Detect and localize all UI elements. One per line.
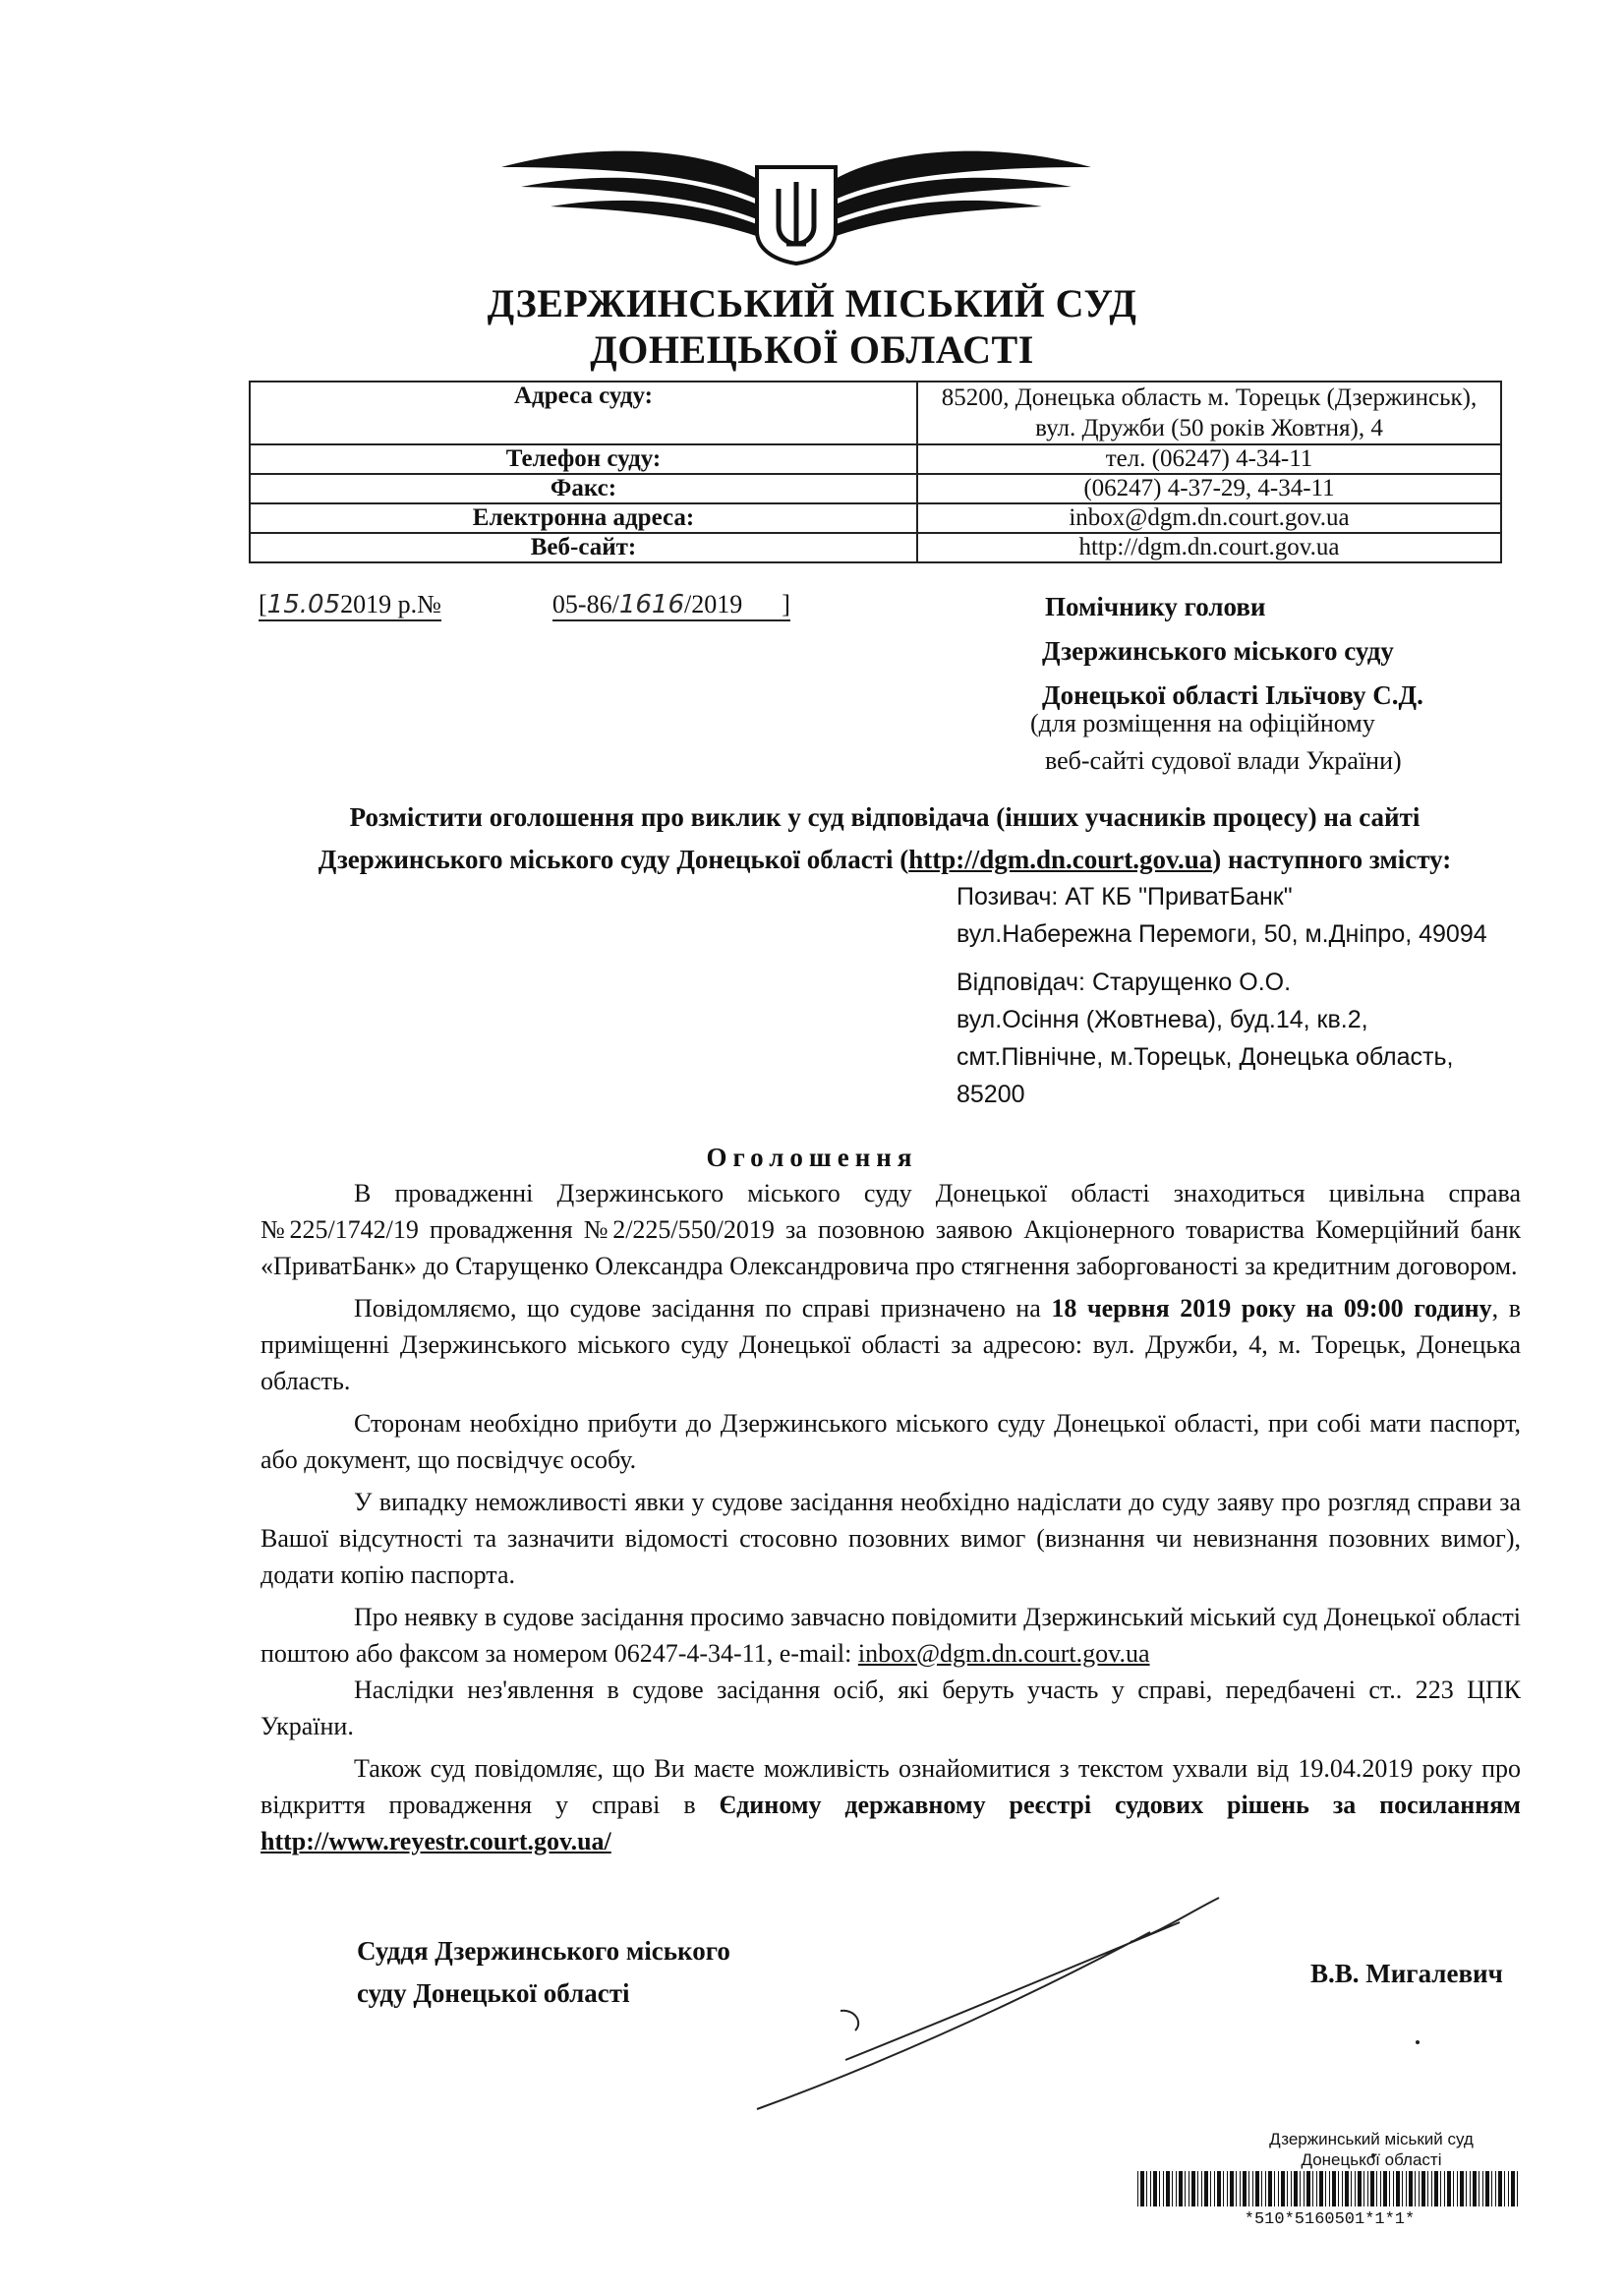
handwritten-signature bbox=[747, 1893, 1298, 2119]
posting-instruction bbox=[261, 796, 1509, 881]
addressee-line: Донецької області Ільїчову С.Д. bbox=[1042, 680, 1423, 710]
registration-barcode bbox=[1135, 2171, 1524, 2206]
handwritten-number: 1616 bbox=[618, 590, 684, 619]
defendant-line: смт.Північне, м.Торецьк, Донецька область, bbox=[957, 1043, 1454, 1071]
registration-stamp bbox=[1248, 2129, 1494, 2170]
contact-label: Адреса суду: bbox=[250, 382, 917, 444]
defendant-line: 85200 bbox=[957, 1081, 1025, 1108]
court-emblem bbox=[492, 128, 1101, 265]
court-website-link[interactable]: http://dgm.dn.court.gov.ua bbox=[908, 845, 1213, 874]
court-email-link[interactable]: inbox@dgm.dn.court.gov.ua bbox=[857, 1639, 1150, 1668]
contact-value: 85200, Донецька область м. Торецьк (Дзержинськ), вул. Дружби (50 років Жовтня), 4 bbox=[917, 382, 1501, 444]
contact-row-phone bbox=[250, 444, 1501, 474]
contact-label: Веб-сайт: bbox=[250, 533, 917, 562]
court-name-line1: ДЗЕРЖИНСЬКИЙ МІСЬКИЙ СУД bbox=[487, 281, 1137, 325]
paragraph-text: , в приміщенні Дзержинського міського суду Донецької області за адресою: вул. Дружби, 4, м. Торецьк, Донецька область. bbox=[261, 1294, 1521, 1395]
contact-value: (06247) 4-37-29, 4-34-11 bbox=[917, 474, 1501, 503]
position-line: Суддя Дзержинського міського bbox=[357, 1936, 730, 1966]
reference-date-suffix: 2019 р.№ bbox=[340, 590, 441, 618]
contact-row-address bbox=[250, 382, 1501, 444]
announcement-body bbox=[261, 1175, 1521, 1865]
announcement-paragraph bbox=[261, 1750, 1521, 1859]
registry-reference: Єдиному державному реєстрі судових рішень за посиланням bbox=[719, 1791, 1522, 1819]
announcement-paragraph: Сторонам необхідно прибути до Дзержинського міського суду Донецької області, при собі мати паспорт, або документ, що посвідчує особу. bbox=[261, 1409, 1521, 1474]
addressee-note-line: (для розміщення на офіційному bbox=[1030, 709, 1375, 737]
announcement-paragraph bbox=[261, 1599, 1521, 1672]
outgoing-reference: [15.052019 р.№ 05-86/1616/2019 ] bbox=[259, 590, 790, 619]
paragraph-text: Також суд повідомляє, що Ви маєте можливість ознайомитися з текстом ухвали від 19.04.2019 року про відкриття провадження у справі в bbox=[261, 1754, 1521, 1819]
addressee-note bbox=[1030, 705, 1402, 780]
signatory-position bbox=[357, 1930, 730, 2015]
announcement-paragraph: Наслідки нез'явлення в судове засідання осіб, які беруть участь у справі, передбачені ст.. 223 ЦПК України. bbox=[261, 1676, 1521, 1740]
reference-number-suffix: /2019 bbox=[683, 590, 743, 618]
addressee-note-line: веб-сайті судової влади України) bbox=[1045, 746, 1402, 775]
contact-row-website bbox=[250, 533, 1501, 562]
addressee-line: Помічнику голови bbox=[1045, 592, 1266, 621]
contact-label: Факс: bbox=[250, 474, 917, 503]
defendant-block bbox=[957, 964, 1453, 1113]
stamp-line: Донецької області bbox=[1301, 2150, 1442, 2169]
contact-label: Електронна адреса: bbox=[250, 503, 917, 533]
instruction-text: ) наступного змісту: bbox=[1212, 845, 1452, 874]
signatory-name: В.В. Мигалевич bbox=[1310, 1959, 1503, 1988]
defendant-line: вул.Осіння (Жовтнева), буд.14, кв.2, bbox=[957, 1006, 1368, 1033]
contact-row-fax bbox=[250, 474, 1501, 503]
instruction-line bbox=[261, 839, 1509, 881]
paragraph-text: Повідомляємо, що судове засідання по справі призначено на bbox=[354, 1294, 1052, 1323]
defendant-line: Відповідач: Старущенко О.О. bbox=[957, 969, 1292, 996]
court-contacts-table bbox=[249, 381, 1502, 563]
instruction-text: Дзержинського міського суду Донецької області ( bbox=[318, 845, 909, 874]
contact-row-email bbox=[250, 503, 1501, 533]
contact-value: тел. (06247) 4-34-11 bbox=[917, 444, 1501, 474]
addressee-line: Дзержинського міського суду bbox=[1042, 636, 1394, 666]
position-line: суду Донецької області bbox=[357, 1978, 630, 2008]
paragraph-text: Про неявку в судове засідання просимо завчасно повідомити Дзержинський міський суд Донецької області поштою або факсом за номером 06247-4-34-11, e-mail: bbox=[261, 1603, 1521, 1668]
plaintiff-line: Позивач: АТ КБ "ПриватБанк" bbox=[957, 883, 1293, 911]
contact-value: inbox@dgm.dn.court.gov.ua bbox=[917, 503, 1501, 533]
instruction-line: Розмістити оголошення про виклик у суд відповідача (інших учасників процесу) на сайті bbox=[349, 802, 1421, 832]
registry-link[interactable]: http://www.reyestr.court.gov.ua/ bbox=[261, 1827, 611, 1855]
court-name-line2: ДОНЕЦЬКОЇ ОБЛАСТІ bbox=[590, 327, 1034, 372]
handwritten-date: 15.05 bbox=[266, 590, 341, 619]
plaintiff-line: вул.Набережна Перемоги, 50, м.Дніпро, 49094 bbox=[957, 920, 1487, 948]
hearing-date: 18 червня 2019 року на 09:00 годину bbox=[1051, 1294, 1492, 1323]
announcement-title: Оголошення bbox=[706, 1143, 918, 1172]
announcement-paragraph: В провадженні Дзержинського міського суду Донецької області знаходиться цивільна справа №225/1742/19 провадження №2/225/550/2019 за позовною заявою Акціонерного товариства Комерційний банк «ПриватБанк» до Старущенко Олександра Олександровича про стягнення заборгованості за кредитним договором. bbox=[261, 1179, 1521, 1280]
contact-value: http://dgm.dn.court.gov.ua bbox=[917, 533, 1501, 562]
announcement-paragraph: У випадку неможливості явки у судове засідання необхідно надіслати до суду заяву про розгляд справи за Вашої відсутності та зазначити відомості стосовно позовних вимог (визнання чи невизнання позовних вимог), додати копію паспорта. bbox=[261, 1488, 1521, 1589]
addressee bbox=[1042, 585, 1423, 718]
announcement-paragraph bbox=[261, 1290, 1521, 1399]
contact-label: Телефон суду: bbox=[250, 444, 917, 474]
stamp-line: Дзержинський міський суд bbox=[1269, 2130, 1474, 2148]
ink-dot bbox=[1416, 2040, 1420, 2044]
reference-number-prefix: 05-86/ bbox=[551, 590, 619, 618]
barcode-number: *510*5160501*1*1* bbox=[1244, 2210, 1416, 2229]
plaintiff-block bbox=[957, 878, 1487, 953]
